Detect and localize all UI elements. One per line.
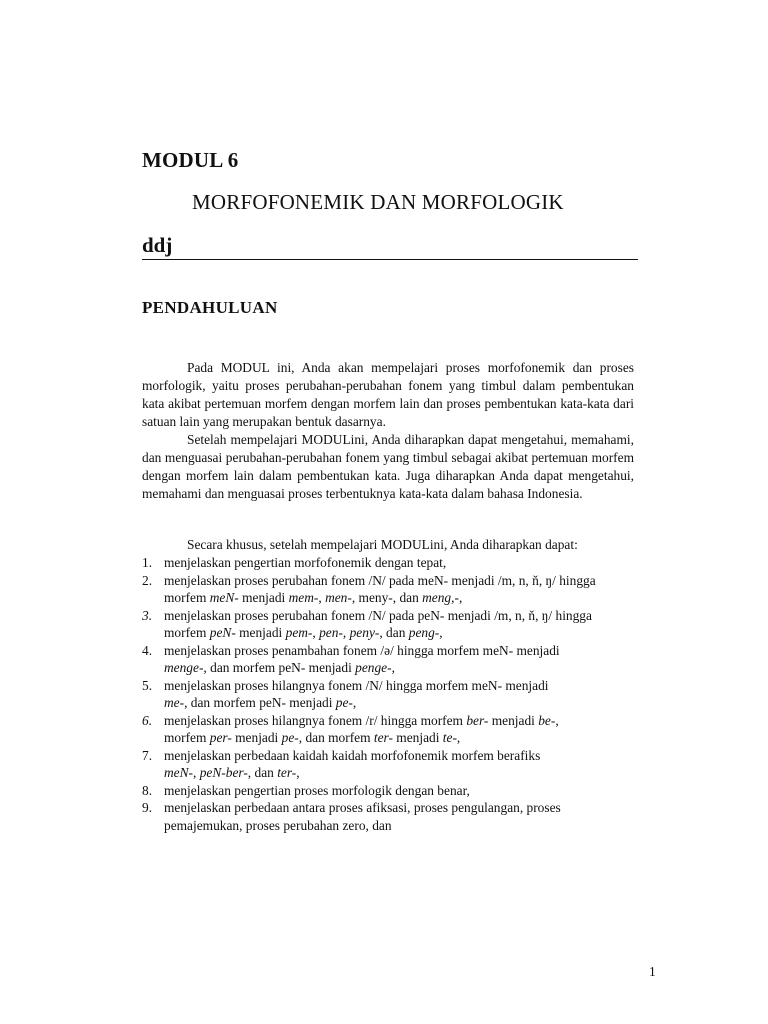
italic-morpheme: per- [209,730,232,745]
italic-morpheme: ter- [277,765,297,780]
objective-text-line: menjelaskan perbedaan kaidah kaidah morfofonemik morfem berafiks [164,747,541,763]
objective-text-line: morfem peN- menjadi pem-, pen-, peny-, dan peng-, [164,625,443,640]
objective-item [142,607,642,642]
objective-number: 9. [142,800,153,815]
objective-number: 4. [142,642,153,658]
objectives-list [142,554,642,834]
objective-text-line: menjelaskan proses hilangnya fonem /r/ hingga morfem ber- menjadi be-, [164,712,559,728]
objective-text-line: menge-, dan morfem peN- menjadi penge-, [164,660,395,675]
italic-morpheme: mem- [288,590,319,605]
objective-item [142,747,642,782]
objective-number: 6. [142,712,153,728]
objective-text-line: menjelaskan pengertian proses morfologik dengan benar, [164,782,470,798]
objective-item [142,712,642,747]
objectives-intro: Secara khusus, setelah mempelajari MODULini, Anda diharapkan dapat: [187,537,578,552]
objective-text-line: morfem per- menjadi pe-, dan morfem ter- menjadi te-, [164,730,461,745]
objective-item [142,572,642,607]
objective-text-line: menjelaskan perbedaan antara proses afiksasi, proses pengulangan, proses [164,800,561,815]
page-number: 1 [649,964,656,979]
italic-morpheme: penge- [355,660,392,675]
objective-item [142,554,642,572]
objective-text-line: menjelaskan proses perubahan fonem /N/ pada meN- menjadi /m, n, ň, ŋ/ hingga [164,572,596,588]
italic-morpheme: ber- [466,712,489,728]
italic-morpheme: menge- [164,660,204,675]
objective-text-line: meN-, peN-ber-, dan ter-, [164,765,300,780]
objective-number: 3. [142,607,153,623]
intro-paragraph-2: Setelah mempelajari MODULini, Anda diharapkan dapat mengetahui, memahami, dan menguasai perubahan-perubahan fonem yang timbul sebagai akibat pertemuan morfem dengan morfem lain dalam pembentukan kata. Juga diharapkan Anda dapat mengetahui, memahami dan menguasai proses terbentuknya kata-kata dalam bahasa Indonesia. [142,432,634,501]
objective-text-line: menjelaskan proses perubahan fonem /N/ pada peN- menjadi /m, n, ň, ŋ/ hingga [164,607,592,623]
italic-morpheme: peN-ber- [199,765,248,780]
italic-morpheme: meng [422,590,452,605]
module-title: MORFOFONEMIK DAN MORFOLOGIK [192,190,564,214]
objective-number: 5. [142,677,153,693]
title-divider [142,259,638,260]
objective-text-line: me-, dan morfem peN- menjadi pe-, [164,695,357,710]
objective-item [142,642,642,677]
italic-morpheme: peng- [408,625,440,640]
objective-item [142,799,642,834]
italic-morpheme: men- [325,590,352,605]
intro-paragraph-1: Pada MODUL ini, Anda akan mempelajari proses morfofonemik dan proses morfologik, yaitu proses perubahan-perubahan fonem yang timbul dalam pembentukan kata akibat pertemuan morfem dengan morfem lain dan proses pembentukan kata-kata dari satuan lain yang merupakan bentuk dasarnya. [142,360,634,429]
module-label: MODUL 6 [142,148,239,172]
section-heading: PENDAHULUAN [142,298,278,317]
italic-morpheme: meN- [209,590,239,605]
objective-text-line: menjelaskan proses hilangnya fonem /N/ hingga morfem meN- menjadi [164,677,549,693]
objective-item [142,677,642,712]
italic-morpheme: te- [442,730,457,745]
italic-morpheme: pen- [319,625,343,640]
italic-morpheme: ter- [373,730,393,745]
objective-number: 7. [142,747,153,763]
objective-number: 8. [142,782,153,798]
italic-morpheme: pe- [335,695,353,710]
objective-number: 1. [142,555,153,570]
objective-text-line: morfem meN- menjadi mem-, men-, meny-, dan meng,-, [164,590,463,605]
objective-number: 2. [142,572,153,588]
italic-morpheme: me- [164,695,185,710]
module-subtitle: ddj [142,233,173,257]
objective-text-line: menjelaskan pengertian morfofonemik dengan tepat, [164,555,447,570]
italic-morpheme: pem- [285,625,313,640]
objective-text-line: pemajemukan, proses perubahan zero, dan [164,817,392,833]
objective-item [142,782,642,800]
italic-morpheme: be- [538,712,556,728]
italic-morpheme: peN- [209,625,236,640]
italic-morpheme: peny- [349,625,380,640]
italic-morpheme: meN- [164,765,194,780]
objective-text-line: menjelaskan proses penambahan fonem /ə/ hingga morfem meN- menjadi [164,642,560,658]
italic-morpheme: pe- [281,730,299,745]
